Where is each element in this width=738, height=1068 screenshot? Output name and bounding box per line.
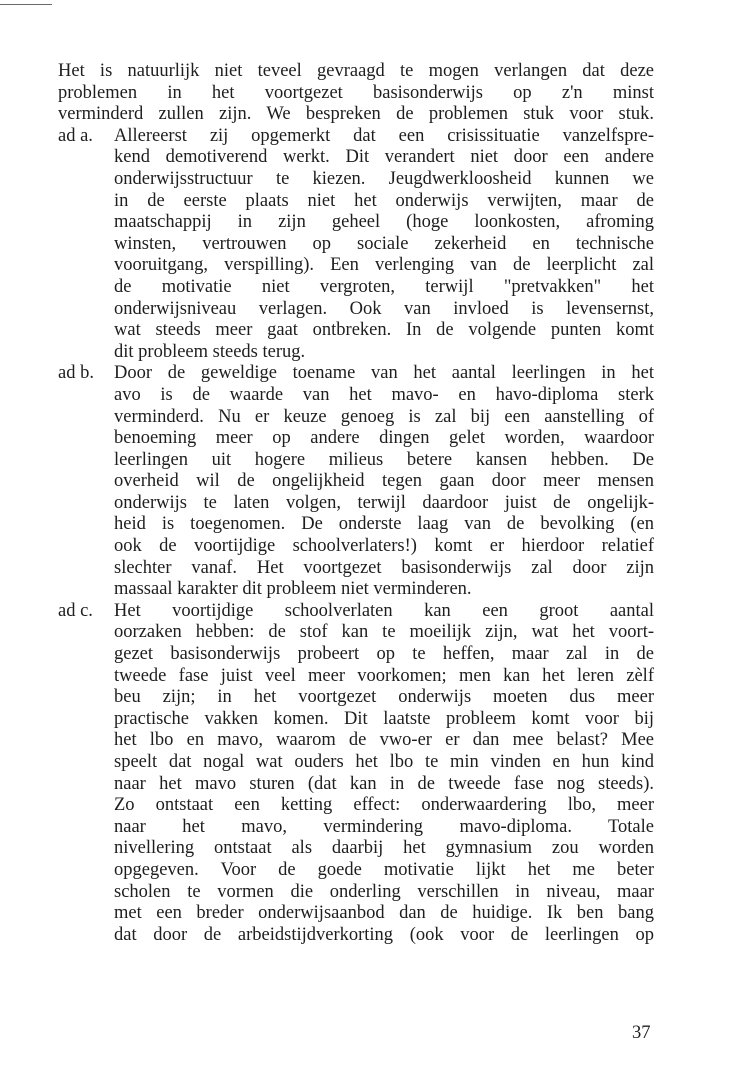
text-line: oorzaken hebben: de stof kan te moeilijk zijn, wat het voort- — [114, 622, 654, 643]
text-line: opgegeven. Voor de goede motivatie lijkt het me beter — [114, 859, 654, 880]
text-line: kend demotiverend werkt. Dit verandert niet door een andere — [114, 147, 654, 168]
text-line: ook de voortijdige schoolverlaters!) komt er hierdoor relatief — [114, 536, 654, 557]
text-line: Zo ontstaat een ketting effect: onderwaardering lbo, meer — [114, 795, 654, 816]
item-ad-b — [58, 363, 654, 601]
text-line: Het voortijdige schoolverlaten kan een groot aantal — [114, 600, 654, 621]
text-line: overheid wil de ongelijkheid tegen gaan door meer mensen — [114, 471, 654, 492]
item-ad-c — [58, 601, 654, 947]
text-line: Het is natuurlijk niet teveel gevraagd te mogen verlangen dat deze — [58, 61, 654, 81]
item-ad-a — [58, 126, 654, 364]
text-line: benoeming meer op andere dingen gelet worden, waardoor — [114, 428, 654, 449]
text-line: Door de geweldige toename van het aantal leerlingen in het — [114, 363, 654, 384]
text-line: verminderd zullen zijn. We bespreken de problemen stuk voor stuk. — [58, 104, 654, 125]
item-body — [114, 126, 654, 364]
text-line: leerlingen uit hogere milieus betere kansen hebben. De — [114, 449, 654, 470]
item-label: ad a. — [58, 125, 93, 146]
text-line: problemen in het voortgezet basisonderwijs op z'n minst — [58, 82, 654, 103]
text-line: verminderd. Nu er keuze genoeg is zal bij een aanstelling of — [114, 406, 654, 427]
text-line: speelt dat nogal wat ouders het lbo te min vinden en hun kind — [114, 752, 654, 772]
text-line: wat steeds meer gaat ontbreken. In de volgende punten komt — [114, 320, 654, 341]
item-body — [114, 363, 654, 601]
text-line: avo is de waarde van het mavo- en havo-diploma sterk — [114, 384, 654, 405]
text-line: dat door de arbeidstijdverkorting (ook voor de leerlingen op — [114, 924, 654, 945]
text-line: vooruitgang, verspilling). Een verlenging van de leerplicht zal — [114, 255, 654, 276]
text-line: de motivatie niet vergroten, terwijl "pretvakken" het — [114, 276, 654, 297]
text-line: winsten, vertrouwen op sociale zekerheid en technische — [114, 233, 654, 254]
text-line: in de eerste plaats niet het onderwijs verwijten, maar de — [114, 190, 654, 211]
text-line: naar het mavo, vermindering mavo-diploma. Totale — [114, 816, 654, 837]
text-line: onderwijs te laten volgen, terwijl daardoor juist de ongelijk- — [114, 492, 654, 513]
text-line: Allereerst zij opgemerkt dat een crisissituatie vanzelfspre- — [114, 125, 654, 146]
intro-paragraph — [58, 61, 654, 126]
text-line: slechter vanaf. Het voortgezet basisonderwijs zal door zijn — [114, 557, 654, 578]
top-rule — [0, 4, 52, 5]
text-line: maatschappij in zijn geheel (hoge loonkosten, afroming — [114, 212, 654, 233]
page-number: 37 — [632, 1023, 651, 1043]
text-line: onderwijsstructuur te kiezen. Jeugdwerkloosheid kunnen we — [114, 168, 654, 189]
item-label: ad c. — [58, 600, 93, 621]
text-line: onderwijsniveau verlagen. Ook van invloed is levensernst, — [114, 298, 654, 319]
text-line: heid is toegenomen. De onderste laag van de bevolking (en — [114, 514, 654, 535]
text-line: practische vakken komen. Dit laatste probleem komt voor bij — [114, 708, 654, 729]
page-text — [58, 61, 654, 946]
text-line: dit probleem steeds terug. — [114, 341, 306, 362]
text-line: met een breder onderwijsaanbod dan de huidige. Ik ben bang — [114, 903, 654, 924]
text-line: naar het mavo sturen (dat kan in de tweede fase nog steeds). — [114, 773, 654, 794]
text-line: scholen te vormen die onderling verschillen in niveau, maar — [114, 881, 654, 902]
text-line: tweede fase juist veel meer voorkomen; men kan het leren zèlf — [114, 665, 654, 686]
item-body — [114, 601, 654, 947]
text-line: het lbo en mavo, waarom de vwo-er er dan mee belast? Mee — [114, 730, 654, 751]
text-line: nivellering ontstaat als daarbij het gymnasium zou worden — [114, 838, 654, 859]
item-label: ad b. — [58, 363, 94, 384]
text-line: beu zijn; in het voortgezet onderwijs moeten dus meer — [114, 687, 654, 708]
text-line: gezet basisonderwijs probeert op te heffen, maar zal in de — [114, 644, 654, 665]
text-line: massaal karakter dit probleem niet verminderen. — [114, 579, 472, 600]
